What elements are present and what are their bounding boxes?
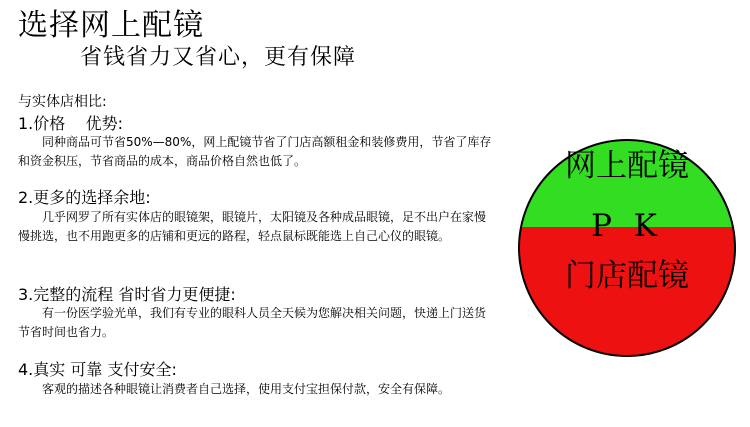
pk-label: P K <box>591 208 663 244</box>
versus-badge <box>515 88 740 410</box>
page-title: 选择网上配镜 <box>18 8 204 43</box>
section-3-body: 有一份医学验光单，我们有专业的眼科人员全天候为您解决相关问题，快递上门送货 节省时间也省力。 <box>18 306 494 339</box>
store-label: 门店配镜 <box>565 258 689 294</box>
section-4-heading: 4.真实 可靠 支付安全: <box>18 360 177 379</box>
section-3-heading: 3.完整的流程 省时省力更便捷: <box>18 285 236 304</box>
section-2-heading: 2.更多的选择余地: <box>18 188 151 207</box>
intro-text: 与实体店相比: <box>18 94 107 110</box>
store-half <box>515 227 740 410</box>
page-subtitle: 省钱省力又省心，更有保障 <box>80 45 357 70</box>
section-1-heading: 1.价格 优势: <box>18 114 124 133</box>
section-2-body: 几乎网罗了所有实体店的眼镜架，眼镜片，太阳镜及各种成品眼镜，足不出户在家慢慢挑选，也不用跑更多的店铺和更远的路程，轻点鼠标既能选上自己心仪的眼镜。 <box>18 210 487 243</box>
section-1-body: 同种商品可节省50%—80%，网上配镜节省了门店高额租金和装修费用，节省了库存和资金积压，节省商品的成本，商品价格自然也低了。 <box>18 135 492 168</box>
section-4-body: 客观的描述各种眼镜让消费者自己选择，使用支付宝担保付款，安全有保障。 <box>42 382 451 396</box>
online-label: 网上配镜 <box>565 148 689 184</box>
